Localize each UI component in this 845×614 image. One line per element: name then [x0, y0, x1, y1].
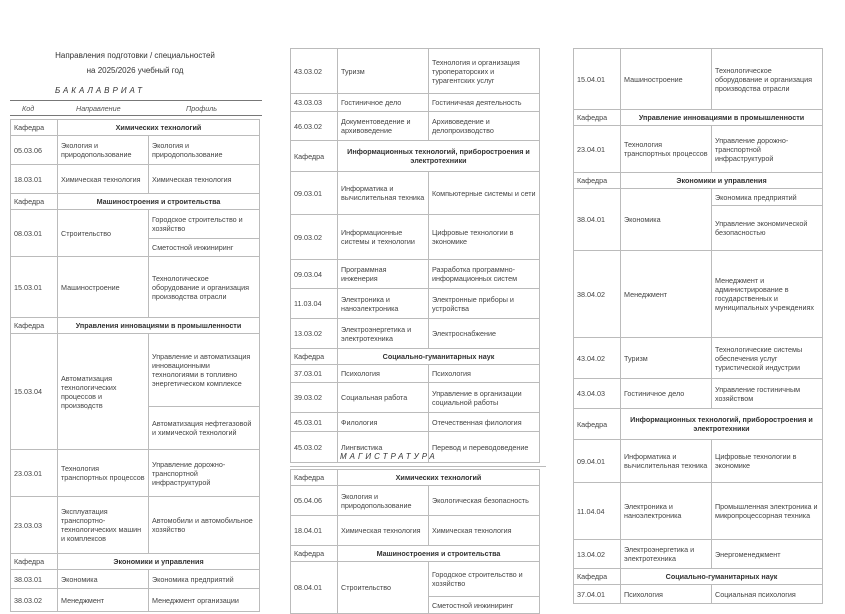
program-row: [574, 585, 823, 604]
kafedra-label: Кафедра: [291, 546, 338, 562]
program-direction: Строительство: [58, 210, 149, 257]
kafedra-name: Информационных технологий, приборостроения и электротехники: [338, 141, 540, 172]
program-code: 38.03.01: [11, 570, 58, 589]
program-code: 05.04.06: [291, 486, 338, 516]
kafedra-name: Машиностроения и строительства: [338, 546, 540, 562]
program-direction: Гостиничное дело: [621, 379, 712, 409]
program-direction: Технология транспортных процессов: [58, 450, 149, 497]
program-profile: Менеджмент организации: [149, 589, 260, 612]
kafedra-name: Управления инновациями в промышленности: [58, 318, 260, 334]
program-direction: Информационные системы и технологии: [338, 215, 429, 260]
header-rule-bottom: [10, 115, 262, 116]
column-2: [290, 48, 540, 463]
program-row: [11, 257, 260, 318]
program-direction: Электроэнергетика и электротехника: [621, 540, 712, 569]
kafedra-name: Социально-гуманитарных наук: [338, 349, 540, 365]
kafedra-name: Химических технологий: [58, 120, 260, 136]
program-row: [291, 413, 540, 432]
program-row: [291, 289, 540, 319]
program-profile: Гостиничная деятельность: [429, 94, 540, 112]
header-direction: Направление: [76, 104, 121, 113]
title-line-1: Направления подготовки / специальностей: [55, 51, 215, 60]
program-profile: Управление экономической безопасностью: [712, 206, 823, 251]
program-direction: Химическая технология: [338, 516, 429, 546]
program-profile: Технология и организация туроператорских и турагентских услуг: [429, 49, 540, 94]
kafedra-name: Управление инновациями в промышленности: [621, 110, 823, 126]
program-code: 45.03.02: [291, 432, 338, 463]
kafedra-row: [291, 349, 540, 365]
program-profile: Экология и природопользование: [149, 136, 260, 165]
kafedra-row: [11, 554, 260, 570]
program-row: [574, 126, 823, 173]
program-row: [291, 112, 540, 141]
program-profile: Управление в организации социальной работы: [429, 383, 540, 413]
title-line-2: на 2025/2026 учебный год: [86, 66, 184, 75]
program-code: 15.03.04: [11, 334, 58, 450]
program-code: 11.04.04: [574, 483, 621, 540]
program-profile: Перевод и переводоведение: [429, 432, 540, 463]
program-profile: Цифровые технологии в экономике: [429, 215, 540, 260]
kafedra-label: Кафедра: [291, 349, 338, 365]
program-row: [574, 251, 823, 338]
program-profile: Химическая технология: [149, 165, 260, 194]
program-row: [291, 516, 540, 546]
program-code: 09.03.04: [291, 260, 338, 289]
program-row: [11, 589, 260, 612]
program-direction: Менеджмент: [58, 589, 149, 612]
program-row: [574, 49, 823, 110]
header-rule-top: [10, 100, 262, 101]
program-row: [11, 497, 260, 554]
program-code: 43.03.03: [291, 94, 338, 112]
program-profile: Социальная психология: [712, 585, 823, 604]
program-row: [11, 570, 260, 589]
program-direction: Филология: [338, 413, 429, 432]
program-code: 23.04.01: [574, 126, 621, 173]
program-row: [574, 440, 823, 483]
kafedra-row: [574, 409, 823, 440]
kafedra-label: Кафедра: [11, 194, 58, 210]
program-code: 23.03.03: [11, 497, 58, 554]
program-direction: Психология: [621, 585, 712, 604]
kafedra-label: Кафедра: [11, 120, 58, 136]
program-code: 13.03.02: [291, 319, 338, 349]
program-row: [291, 260, 540, 289]
program-direction: Автоматизация технологических процессов и производств: [58, 334, 149, 450]
kafedra-label: Кафедра: [574, 569, 621, 585]
kafedra-row: [11, 194, 260, 210]
program-code: 43.04.03: [574, 379, 621, 409]
program-direction: Экология и природопользование: [58, 136, 149, 165]
program-direction: Электроника и наноэлектроника: [338, 289, 429, 319]
program-code: 45.03.01: [291, 413, 338, 432]
program-row: [291, 562, 540, 597]
program-row: [291, 319, 540, 349]
kafedra-name: Социально-гуманитарных наук: [621, 569, 823, 585]
program-direction: Психология: [338, 365, 429, 383]
program-profile: Автоматизация нефтегазовой и химической технологий: [149, 407, 260, 450]
program-direction: Документоведение и архивоведение: [338, 112, 429, 141]
program-code: 09.03.02: [291, 215, 338, 260]
program-profile: Энергоменеджмент: [712, 540, 823, 569]
program-code: 18.03.01: [11, 165, 58, 194]
program-code: 13.04.02: [574, 540, 621, 569]
program-row: [11, 450, 260, 497]
program-row: [574, 540, 823, 569]
program-profile: Компьютерные системы и сети: [429, 172, 540, 215]
header-profile: Профиль: [186, 104, 218, 113]
program-direction: Экономика: [58, 570, 149, 589]
program-profile: Химическая технология: [429, 516, 540, 546]
program-code: 39.03.02: [291, 383, 338, 413]
program-code: 38.03.02: [11, 589, 58, 612]
program-code: 05.03.06: [11, 136, 58, 165]
section-bachelor: БАКАЛАВРИАТ: [55, 86, 145, 95]
program-profile: Сметостной инжиниринг: [149, 239, 260, 257]
kafedra-name: Информационных технологий, приборостроения и электротехники: [621, 409, 823, 440]
program-code: 43.04.02: [574, 338, 621, 379]
programs-table-col3: [573, 48, 823, 604]
program-code: 23.03.01: [11, 450, 58, 497]
program-code: 08.04.01: [291, 562, 338, 614]
program-profile: Управление и автоматизация инновационными технологиями в топливно энергетическом комплексе: [149, 334, 260, 407]
program-profile: Электроснабжение: [429, 319, 540, 349]
program-code: 08.03.01: [11, 210, 58, 257]
header-code: Код: [22, 104, 35, 113]
kafedra-row: [574, 110, 823, 126]
program-direction: Лингвистика: [338, 432, 429, 463]
column-2b: [290, 469, 540, 614]
column-1: [10, 119, 260, 612]
kafedra-label: Кафедра: [11, 554, 58, 570]
programs-table-col2b: [290, 469, 540, 614]
kafedra-label: Кафедра: [574, 173, 621, 189]
kafedra-name: Химических технологий: [338, 470, 540, 486]
program-row: [574, 483, 823, 540]
kafedra-row: [291, 546, 540, 562]
program-profile: Автомобили и автомобильное хозяйство: [149, 497, 260, 554]
program-profile: Технологические системы обеспечения услуг туристической индустрии: [712, 338, 823, 379]
program-direction: Химическая технология: [58, 165, 149, 194]
kafedra-label: Кафедра: [291, 470, 338, 486]
programs-table-col2a: [290, 48, 540, 463]
kafedra-row: [574, 569, 823, 585]
kafedra-row: [291, 470, 540, 486]
kafedra-name: Экономики и управления: [58, 554, 260, 570]
program-row: [11, 210, 260, 239]
program-code: 38.04.02: [574, 251, 621, 338]
program-direction: Машиностроение: [58, 257, 149, 318]
column-3: [573, 48, 823, 604]
program-code: 46.03.02: [291, 112, 338, 141]
program-direction: Менеджмент: [621, 251, 712, 338]
program-row: [11, 136, 260, 165]
program-row: [291, 486, 540, 516]
program-profile: Управление дорожно-транспортной инфраструктурой: [149, 450, 260, 497]
program-code: 38.04.01: [574, 189, 621, 251]
program-row: [574, 379, 823, 409]
program-direction: Гостиничное дело: [338, 94, 429, 112]
program-direction: Программная инженерия: [338, 260, 429, 289]
kafedra-row: [291, 141, 540, 172]
program-code: 37.03.01: [291, 365, 338, 383]
program-row: [291, 365, 540, 383]
program-profile: Технологическое оборудование и организация производства отрасли: [712, 49, 823, 110]
program-row: [574, 189, 823, 206]
program-profile: Сметостной инжиниринг: [429, 597, 540, 614]
program-profile: Менеджмент и администрирование в государственных и муниципальных учреждениях: [712, 251, 823, 338]
program-direction: Электроэнергетика и электротехника: [338, 319, 429, 349]
document-title: [10, 48, 260, 78]
program-profile: Разработка программно-информационных систем: [429, 260, 540, 289]
program-code: 37.04.01: [574, 585, 621, 604]
program-direction: Социальная работа: [338, 383, 429, 413]
program-row: [291, 94, 540, 112]
program-direction: Электроника и наноэлектроника: [621, 483, 712, 540]
program-row: [11, 334, 260, 407]
program-direction: Эксплуатация транспортно-технологических машин и комплексов: [58, 497, 149, 554]
section-master: МАГИСТРАТУРА: [340, 452, 438, 461]
program-row: [291, 215, 540, 260]
kafedra-row: [574, 173, 823, 189]
program-direction: Технология транспортных процессов: [621, 126, 712, 173]
program-profile: Городское строительство и хозяйство: [429, 562, 540, 597]
program-profile: Психология: [429, 365, 540, 383]
kafedra-label: Кафедра: [291, 141, 338, 172]
program-profile: Отечественная филология: [429, 413, 540, 432]
program-row: [11, 165, 260, 194]
program-code: 18.04.01: [291, 516, 338, 546]
program-direction: Экономика: [621, 189, 712, 251]
program-profile: Экологическая безопасность: [429, 486, 540, 516]
program-direction: Машиностроение: [621, 49, 712, 110]
program-direction: Информатика и вычислительная техника: [621, 440, 712, 483]
program-row: [291, 383, 540, 413]
kafedra-row: [11, 120, 260, 136]
program-profile: Цифровые технологии в экономике: [712, 440, 823, 483]
program-profile: Управление дорожно-транспортной инфраструктурой: [712, 126, 823, 173]
program-row: [291, 49, 540, 94]
program-profile: Экономика предприятий: [712, 189, 823, 206]
kafedra-label: Кафедра: [11, 318, 58, 334]
program-row: [291, 172, 540, 215]
program-row: [574, 338, 823, 379]
program-profile: Архивоведение и делопроизводство: [429, 112, 540, 141]
program-code: 09.03.01: [291, 172, 338, 215]
program-profile: Технологическое оборудование и организация производства отрасли: [149, 257, 260, 318]
program-profile: Экономика предприятий: [149, 570, 260, 589]
program-direction: Информатика и вычислительная техника: [338, 172, 429, 215]
program-code: 43.03.02: [291, 49, 338, 94]
kafedra-label: Кафедра: [574, 110, 621, 126]
program-code: 15.04.01: [574, 49, 621, 110]
program-direction: Экология и природопользование: [338, 486, 429, 516]
program-direction: Туризм: [338, 49, 429, 94]
kafedra-name: Машиностроения и строительства: [58, 194, 260, 210]
master-rule: [290, 466, 546, 467]
program-code: 11.03.04: [291, 289, 338, 319]
kafedra-label: Кафедра: [574, 409, 621, 440]
program-profile: Промышленная электроника и микропроцессорная техника: [712, 483, 823, 540]
program-profile: Городское строительство и хозяйство: [149, 210, 260, 239]
program-profile: Управление гостиничным хозяйством: [712, 379, 823, 409]
program-profile: Электронные приборы и устройства: [429, 289, 540, 319]
program-code: 09.04.01: [574, 440, 621, 483]
program-code: 15.03.01: [11, 257, 58, 318]
program-direction: Строительство: [338, 562, 429, 614]
kafedra-row: [11, 318, 260, 334]
program-direction: Туризм: [621, 338, 712, 379]
kafedra-name: Экономики и управления: [621, 173, 823, 189]
programs-table-col1: [10, 119, 260, 612]
